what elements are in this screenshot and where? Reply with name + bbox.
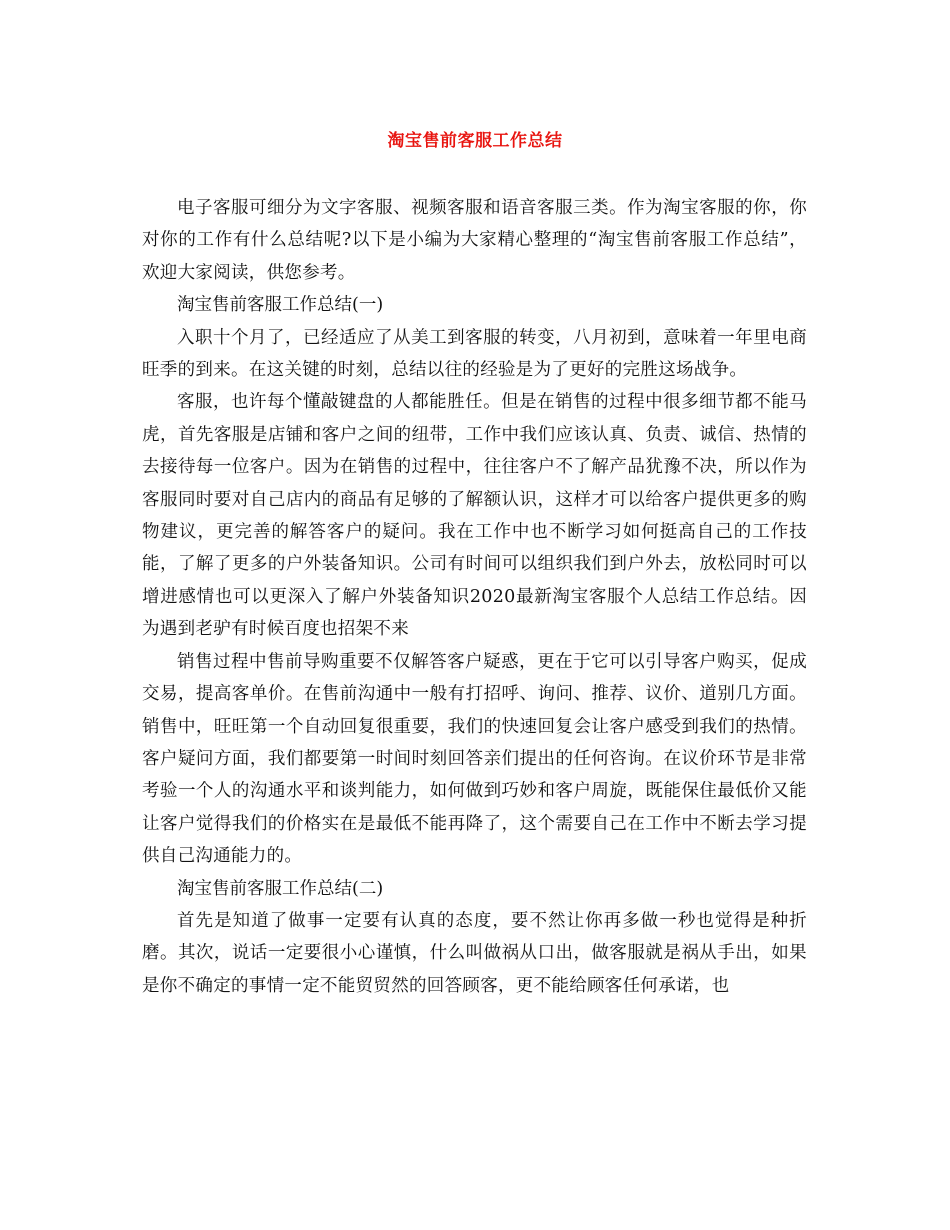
body-paragraph: 入职十个月了，已经适应了从美工到客服的转变，八月初到，意味着一年里电商旺季的到来。在这关键的时刻，总结以往的经验是为了更好的完胜这场战争。 — [142, 327, 807, 381]
body-paragraph: 首先是知道了做事一定要有认真的态度，要不然让你再多做一秒也觉得是种折磨。其次，说话一定要很小心谨慎，什么叫做祸从口出，做客服就是祸从手出，如果是你不确定的事情一定不能贸贸然的回答顾客，更不能给顾客任何承诺，也 — [142, 910, 807, 996]
document-title: 淘宝售前客服工作总结 — [387, 131, 563, 151]
section-heading: 淘宝售前客服工作总结(二) — [177, 878, 384, 899]
body-paragraph: 客服，也许每个懂敲键盘的人都能胜任。但是在销售的过程中很多细节都不能马虎，首先客服是店铺和客户之间的纽带，工作中我们应该认真、负责、诚信、热情的去接待每一位客户。因为在销售的过程中，往往客户不了解产品犹豫不决，所以作为客服同时要对自己店内的商品有足够的了解额认识，这样才可以给客户提供更多的购物建议，更完善的解答客户的疑问。我在工作中也不断学习如何挺高自己的工作技能，了解了更多的户外装备知识。公司有时间可以组织我们到户外去，放松同时可以增进感情也可以更深入了解户外装备知识2020最新淘宝客服个人总结工作总结。因为遇到老驴有时候百度也招架不来 — [142, 392, 807, 640]
section-heading: 淘宝售前客服工作总结(一) — [177, 295, 384, 316]
document-body — [142, 192, 807, 1002]
body-paragraph: 电子客服可细分为文字客服、视频客服和语音客服三类。作为淘宝客服的你，你对你的工作有什么总结呢?以下是小编为大家精心整理的“淘宝售前客服工作总结”，欢迎大家阅读，供您参考。 — [142, 198, 807, 283]
body-paragraph: 销售过程中售前导购重要不仅解答客户疑惑，更在于它可以引导客户购买，促成交易，提高客单价。在售前沟通中一般有打招呼、询问、推荐、议价、道别几方面。销售中，旺旺第一个自动回复很重要，我们的快速回复会让客户感受到我们的热情。客户疑问方面，我们都要第一时间时刻回答亲们提出的任何咨询。在议价环节是非常考验一个人的沟通水平和谈判能力，如何做到巧妙和客户周旋，既能保住最低价又能让客户觉得我们的价格实在是最低不能再降了，这个需要自己在工作中不断去学习提供自己沟通能力的。 — [142, 651, 807, 867]
